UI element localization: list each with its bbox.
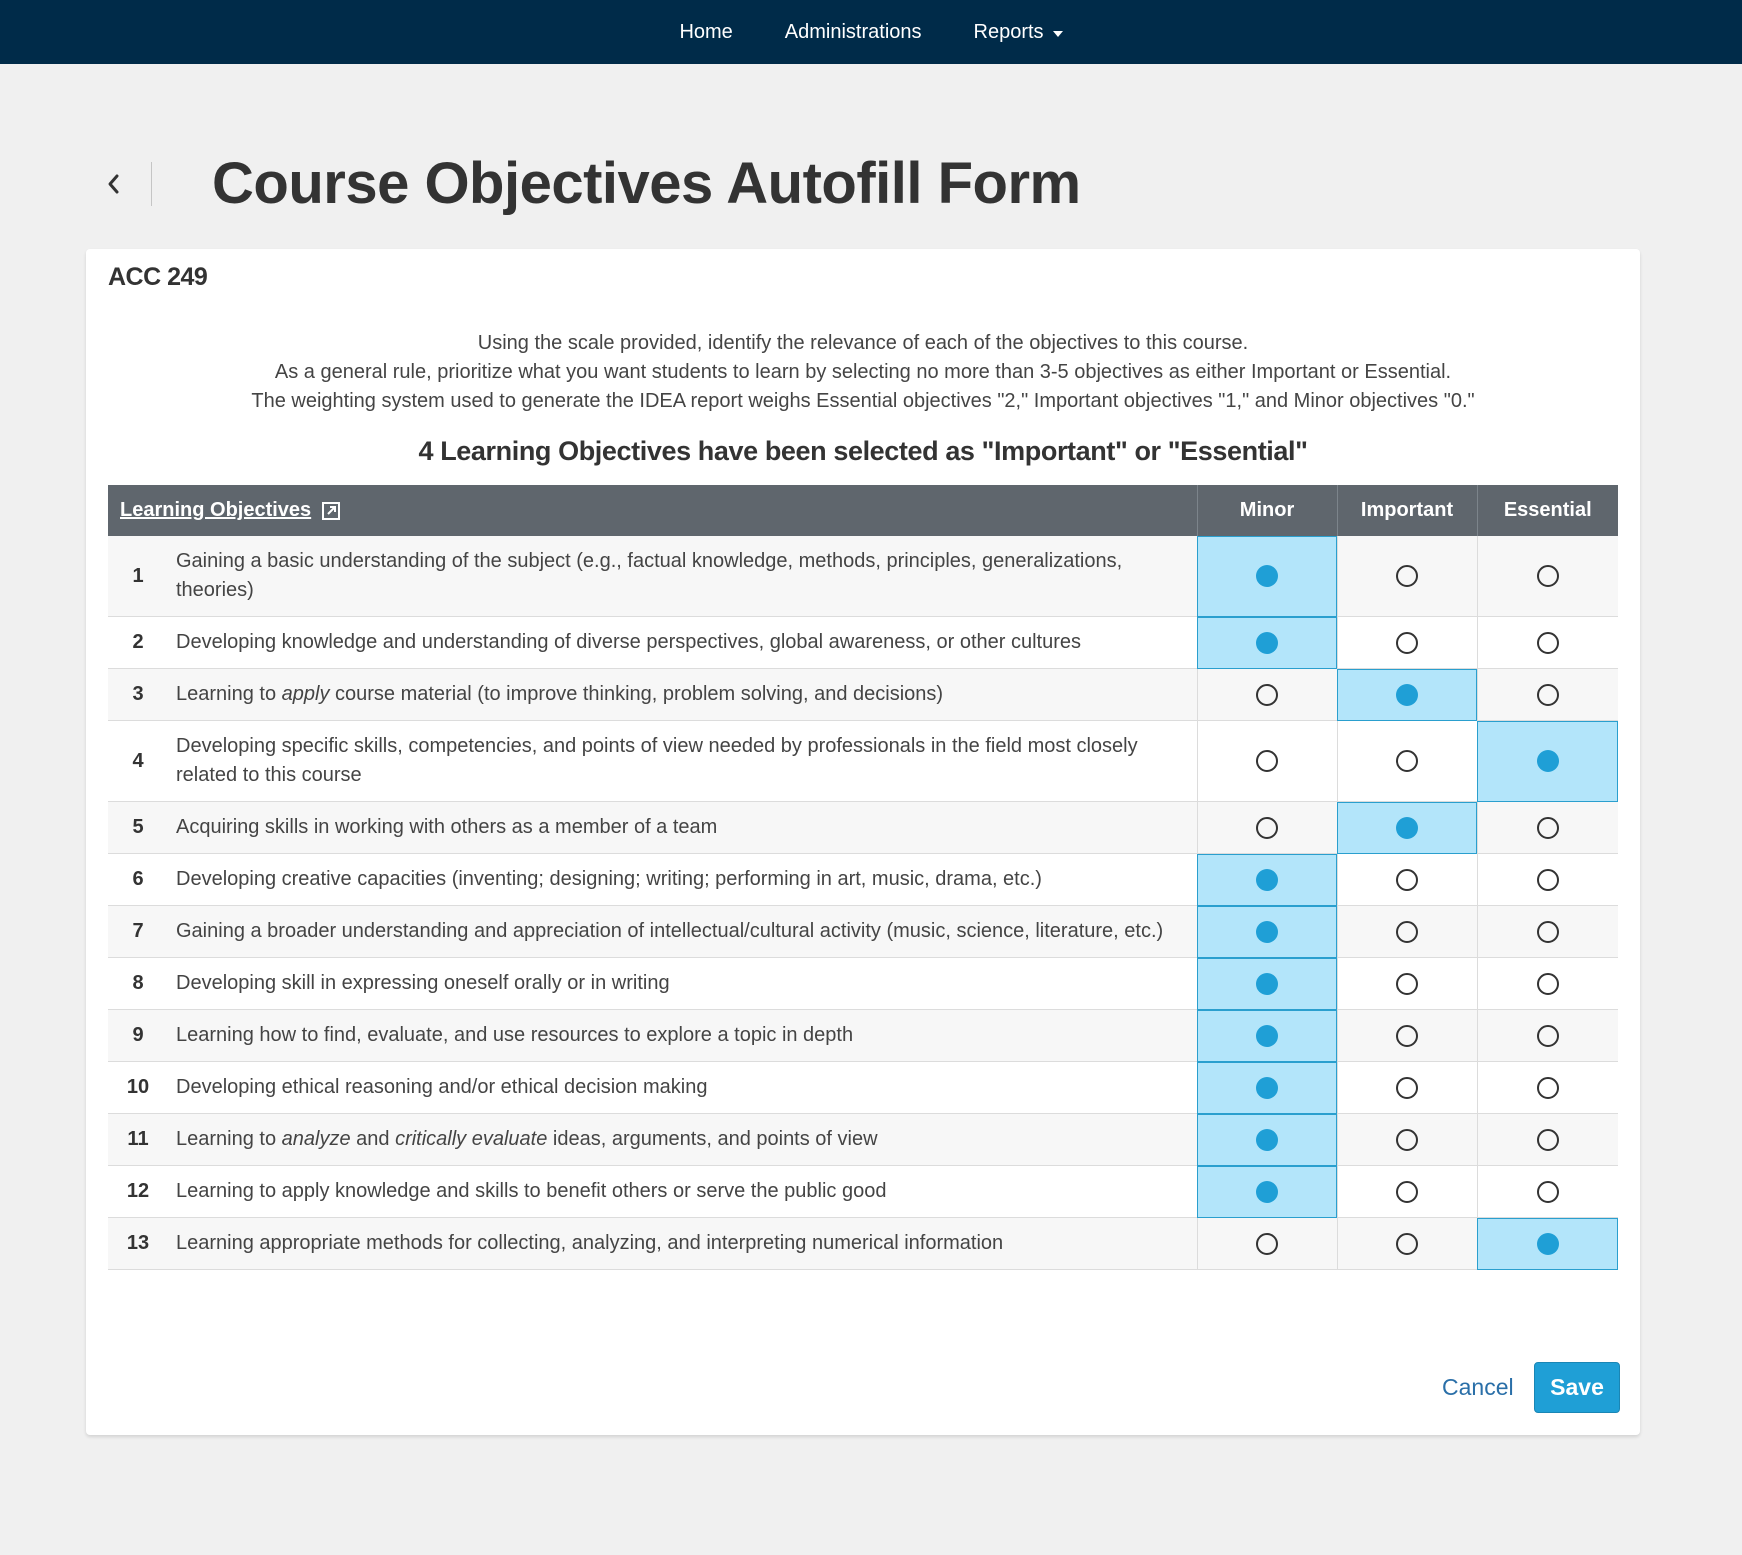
radio-important[interactable] [1396,869,1418,891]
rating-cell-minor[interactable] [1197,1010,1337,1062]
radio-essential[interactable] [1537,1077,1559,1099]
nav-reports-dropdown[interactable] [974,21,1063,44]
rating-cell-important[interactable] [1337,669,1477,721]
objective-text [164,958,1197,1010]
rating-cell-important[interactable] [1337,802,1477,854]
radio-important[interactable] [1396,632,1418,654]
objective-text-segment: Learning how to find, evaluate, and use resources to explore a topic in depth [176,1024,854,1046]
radio-minor[interactable] [1256,632,1278,654]
objective-text [164,617,1197,669]
selection-summary: 4 Learning Objectives have been selected as "Important" or "Essential" [418,436,1308,466]
objective-row [108,1010,1618,1062]
rating-cell-minor[interactable] [1197,617,1337,669]
nav-administrations-link[interactable]: Administrations [784,20,922,43]
radio-minor[interactable] [1256,921,1278,943]
objectives-table [108,485,1618,1270]
rating-cell-minor[interactable] [1197,802,1337,854]
rating-cell-minor[interactable] [1197,1166,1337,1218]
rating-cell-essential[interactable] [1477,536,1618,617]
rating-cell-minor[interactable] [1197,1062,1337,1114]
radio-minor[interactable] [1256,869,1278,891]
radio-minor[interactable] [1256,750,1278,772]
radio-essential[interactable] [1537,921,1559,943]
objective-row [108,1062,1618,1114]
rating-cell-minor[interactable] [1197,958,1337,1010]
objective-text-segment: Learning appropriate methods for collecting, analyzing, and interpreting numerical information [176,1232,1004,1254]
rating-cell-essential[interactable] [1477,906,1618,958]
page-title: Course Objectives Autofill Form [212,151,1081,216]
objective-text [164,1010,1197,1062]
rating-cell-essential[interactable] [1477,1062,1618,1114]
radio-essential[interactable] [1537,817,1559,839]
objective-text-segment: course material (to improve thinking, problem solving, and decisions) [329,683,944,705]
table-header-row [108,485,1618,536]
objective-row [108,906,1618,958]
objective-row [108,721,1618,802]
objective-row [108,617,1618,669]
objective-row [108,802,1618,854]
rating-cell-minor[interactable] [1197,1114,1337,1166]
radio-essential[interactable] [1537,1129,1559,1151]
objective-number: 8 [132,972,144,994]
external-link-icon [321,501,341,521]
learning-objectives-link[interactable] [120,499,341,522]
objective-row [108,854,1618,906]
objective-text-segment: Acquiring skills in working with others as a member of a team [176,816,718,838]
radio-important[interactable] [1396,1025,1418,1047]
objective-text-emphasis: apply [281,683,330,705]
nav-reports-label: Reports [973,20,1044,43]
rating-cell-minor[interactable] [1197,721,1337,802]
radio-minor[interactable] [1256,1025,1278,1047]
objective-text-segment: Developing specific skills, competencies, and points of view needed by professionals in the field most closely related to this course [176,735,1138,786]
radio-essential[interactable] [1537,750,1559,772]
objective-text [164,669,1197,721]
rating-cell-important[interactable] [1337,617,1477,669]
objective-number: 5 [132,816,144,838]
objective-text [164,1218,1197,1270]
rating-cell-important[interactable] [1337,1166,1477,1218]
rating-cell-essential[interactable] [1477,1114,1618,1166]
objective-number: 4 [132,749,144,772]
header-minor: Minor [1197,485,1337,536]
radio-important[interactable] [1396,750,1418,772]
rating-cell-essential[interactable] [1477,802,1618,854]
objective-row [108,1218,1618,1270]
rating-cell-essential[interactable] [1477,669,1618,721]
rating-cell-minor[interactable] [1197,906,1337,958]
objective-text [164,906,1197,958]
rating-cell-important[interactable] [1337,1062,1477,1114]
objective-text-emphasis: critically evaluate [395,1128,548,1150]
rating-cell-important[interactable] [1337,536,1477,617]
objective-text-segment: Developing creative capacities (inventing; designing; writing; performing in art, music, drama, etc.) [176,868,1042,890]
radio-essential[interactable] [1537,1025,1559,1047]
page-header [96,150,1081,217]
rating-cell-important[interactable] [1337,1218,1477,1270]
rating-cell-essential[interactable] [1477,1166,1618,1218]
header-important: Important [1337,485,1477,536]
radio-essential[interactable] [1537,632,1559,654]
objective-row [108,536,1618,617]
nav-home-link[interactable]: Home [679,20,733,43]
objective-text-segment: Developing skill in expressing oneself orally or in writing [176,972,670,994]
objective-text-segment: Learning to [176,683,282,705]
objective-number: 13 [126,1232,150,1254]
radio-important[interactable] [1396,1233,1418,1255]
objective-number: 11 [127,1128,149,1150]
radio-important[interactable] [1396,921,1418,943]
rating-cell-minor[interactable] [1197,536,1337,617]
objective-text-segment: ideas, arguments, and points of view [547,1128,878,1150]
radio-minor[interactable] [1256,1077,1278,1099]
objective-number: 3 [132,683,144,705]
radio-essential[interactable] [1537,1233,1559,1255]
objective-text-segment: Learning to apply knowledge and skills to benefit others or serve the public good [176,1180,887,1202]
rating-cell-minor[interactable] [1197,669,1337,721]
radio-important[interactable] [1396,1077,1418,1099]
objective-text-emphasis: analyze [281,1128,351,1150]
rating-cell-important[interactable] [1337,721,1477,802]
form-card [86,249,1640,1435]
rating-cell-important[interactable] [1337,1114,1477,1166]
header-essential: Essential [1477,485,1618,536]
rating-cell-important[interactable] [1337,1010,1477,1062]
objective-text-segment: Developing knowledge and understanding of diverse perspectives, global awareness, or other cultures [176,631,1081,653]
rating-cell-essential[interactable] [1477,958,1618,1010]
radio-minor[interactable] [1256,1233,1278,1255]
objective-number: 7 [132,920,144,942]
back-button[interactable] [96,162,152,206]
objective-number: 6 [132,868,144,890]
radio-essential[interactable] [1537,1181,1559,1203]
objective-number: 9 [132,1024,144,1046]
objective-number: 10 [126,1076,150,1098]
objective-text [164,721,1197,802]
radio-essential[interactable] [1537,684,1559,706]
chevron-left-icon [106,173,120,195]
course-code: ACC 249 [108,263,208,291]
caret-down-icon [1053,31,1063,37]
radio-important[interactable] [1396,973,1418,995]
radio-important[interactable] [1396,565,1418,587]
objective-text [164,1114,1197,1166]
radio-minor[interactable] [1256,1181,1278,1203]
objective-text [164,536,1197,617]
objective-text [164,802,1197,854]
objective-text-segment: Gaining a basic understanding of the subject (e.g., factual knowledge, methods, principles, generalizations, theories) [176,550,1123,601]
learning-objectives-label: Learning Objectives [120,499,312,521]
objective-text-segment: Learning to [176,1128,282,1150]
rating-cell-important[interactable] [1337,906,1477,958]
rating-cell-minor[interactable] [1197,854,1337,906]
objective-text [164,854,1197,906]
objective-row [108,1114,1618,1166]
radio-important[interactable] [1396,1181,1418,1203]
instruction-line: Using the scale provided, identify the relevance of each of the objectives to this course. [477,332,1249,354]
rating-cell-important[interactable] [1337,854,1477,906]
save-button[interactable]: Save [1534,1362,1620,1413]
objective-number: 12 [126,1180,150,1202]
objective-row [108,1166,1618,1218]
objectives-table-body [108,536,1618,1270]
rating-cell-essential[interactable] [1477,617,1618,669]
instruction-line: As a general rule, prioritize what you want students to learn by selecting no more than 3-5 objectives as either Important or Essential. [274,361,1452,383]
instructions [86,329,1640,416]
radio-minor[interactable] [1256,684,1278,706]
radio-essential[interactable] [1537,869,1559,891]
rating-cell-essential[interactable] [1477,854,1618,906]
rating-cell-essential[interactable] [1477,1218,1618,1270]
rating-cell-essential[interactable] [1477,1010,1618,1062]
radio-minor[interactable] [1256,973,1278,995]
objective-row [108,669,1618,721]
objective-number: 2 [132,631,144,653]
objective-row [108,958,1618,1010]
radio-minor[interactable] [1256,817,1278,839]
radio-minor[interactable] [1256,565,1278,587]
objective-text-segment: and [350,1128,396,1150]
objective-text [164,1166,1197,1218]
header-learning-objectives [108,485,1197,536]
objective-text [164,1062,1197,1114]
objective-text-segment: Developing ethical reasoning and/or ethical decision making [176,1076,708,1098]
cancel-button[interactable]: Cancel [1442,1374,1514,1400]
radio-essential[interactable] [1537,565,1559,587]
rating-cell-minor[interactable] [1197,1218,1337,1270]
objective-text-segment: Gaining a broader understanding and appreciation of intellectual/cultural activity (music, science, literature, etc.) [176,920,1164,942]
radio-minor[interactable] [1256,1129,1278,1151]
radio-important[interactable] [1396,1129,1418,1151]
rating-cell-essential[interactable] [1477,721,1618,802]
instruction-line: The weighting system used to generate the IDEA report weighs Essential objectives "2," Important objectives "1," and Minor objectives "0." [251,390,1475,412]
radio-essential[interactable] [1537,973,1559,995]
radio-important[interactable] [1396,817,1418,839]
top-nav [0,0,1742,64]
radio-important[interactable] [1396,684,1418,706]
objective-number: 1 [132,564,144,587]
rating-cell-important[interactable] [1337,958,1477,1010]
